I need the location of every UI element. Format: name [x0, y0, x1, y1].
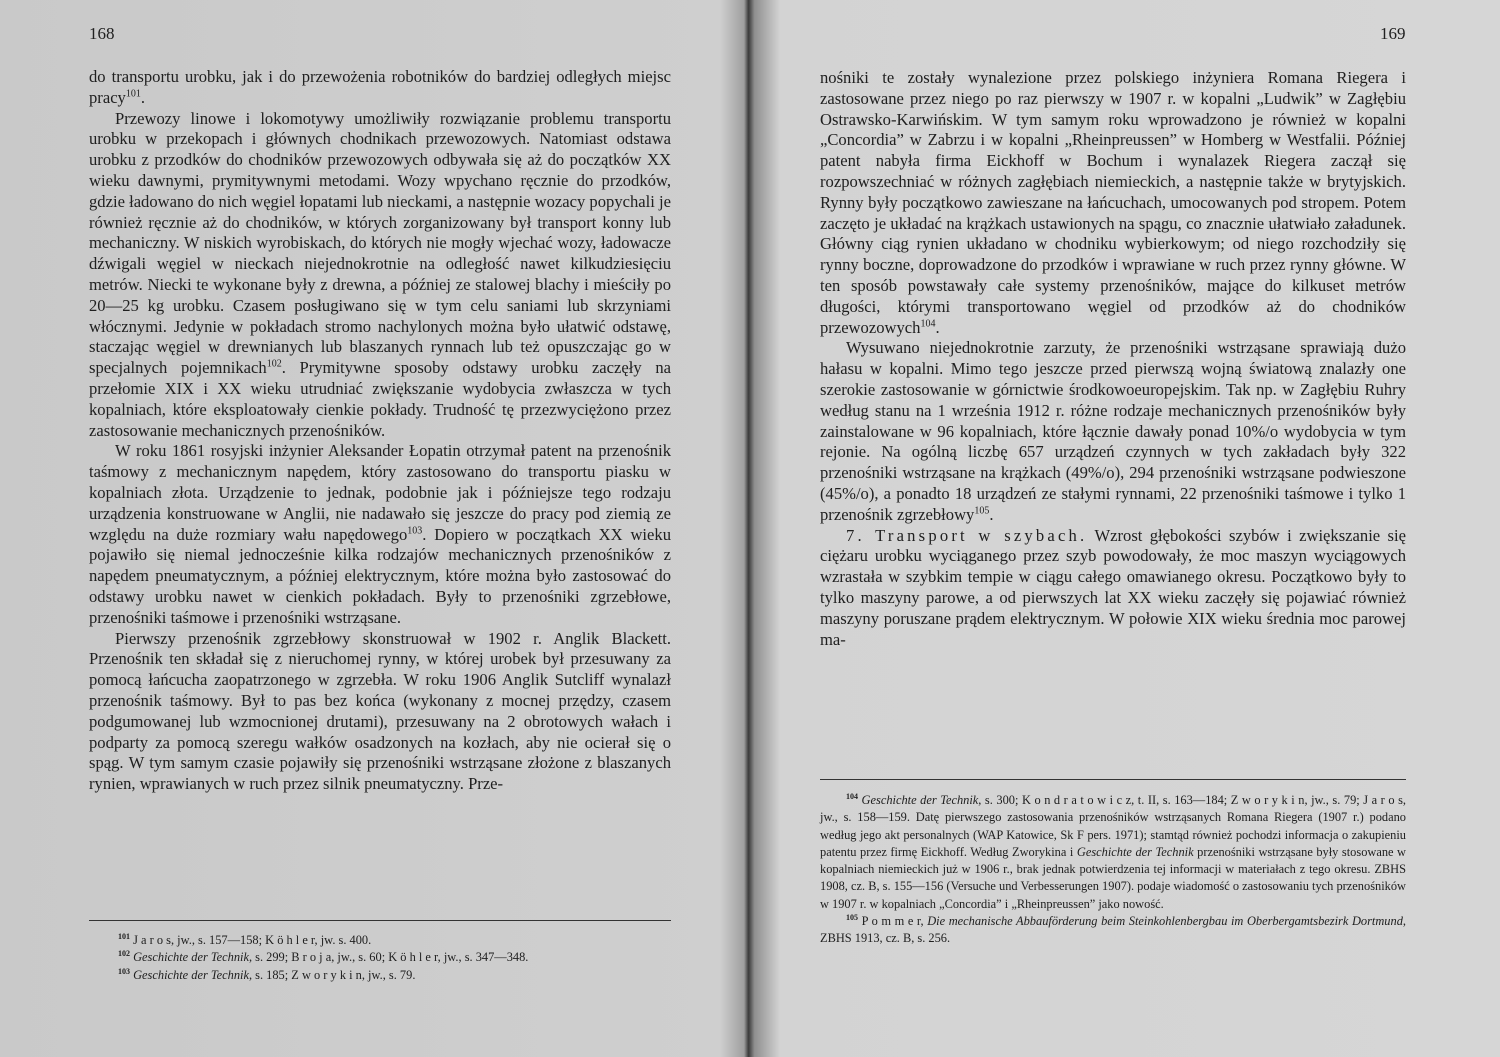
footnote: $^{104}$ Geschichte der Technik, s. 300; K o n d r a t o w i c z, t. II, s. 163—184; Z w o r y k i n, jw., s. 79; J a r o s, jw., s. 158—159. Datę pierwszego zastosowania przenośników wstrząsanych Romana Riegera (1907 r.) podano według jego akt personalnych (WAP Katowice, Sk F pers. 1971); stamtąd również pochodzi informacja o zakupieniu patentu przez firmę Eickhoff. Według Zworykina i Geschichte der Technik przenośniki wstrząsane były stosowane w kopalniach niemieckich już w 1906 r., brak jednak potwierdzenia tej informacji w materiałach z tego okresu. ZBHS 1908, cz. B, s. 155—156 (Versuche und Verbesserungen 1907). podaje wiadomość o zastosowaniu tych przenośników w 1907 r. w kopalniach „Concordia” i „Rheinpreussen” jako nowość.: [820, 791, 1407, 911]
paragraph: W roku 1861 rosyjski inżynier Aleksander Łopatin otrzymał patent na przenośnik taśmowy z mechanicznym napędem, który zastosowano do transportu piasku w kopalniach złota. Urządzenie to jednak, podobnie jak i późniejsze tego rodzaju urządzenia konstruowane w Anglii, nie nadawało się jeszcze do pracy pod ziemią ze względu na duże rozmiary wału napędowego$^{103}$. Dopiero w początkach XX wieku pojawiło się niemal jednocześnie kilka rodzajów mechanicznych przenośników z napędem pneumatycznym, a później elektrycznym, które można było zastosować do odstawy urobku nawet w cienkich pokładach. Były to przenośniki zgrzebłowe, przenośniki taśmowe i przenośniki wstrząsane.: [89, 441, 671, 627]
paragraph: Przewozy linowe i lokomotywy umożliwiły rozwiązanie problemu transportu urobku w przekopach i głównych chodnikach przewozowych. Natomiast odstawa urobku z przodków do chodników przewozowych odbywała się aż do początków XX wieku dawnymi, prymitywnymi metodami. Wozy wpychano ręcznie do przodków, gdzie ładowano do nich węgiel łopatami lub nieckami, a następnie wozacy popychali je również ręcznie aż do chodników, w których zorganizowany był transport konny lub mechaniczny. W niskich wyrobiskach, do których nie mogły wjechać wozy, ładowacze dźwigali węgiel w nieckach niejednokrotnie na odległość nawet kilkudziesięciu metrów. Niecki te wykonane były z drewna, a później ze stalowej blachy i mieściły po 20—25 kg urobku. Czasem posługiwano się w tym celu saniami lub skrzyniami włócznymi. Jedynie w pokładach stromo nachylonych można było ułatwić odstawę, staczając węgiel w drewnianych lub blaszanych rynnach lub też opuszczając go w specjalnych pojemnikach$^{102}$. Prymitywne sposoby odstawy urobku zaczęły na przełomie XIX i XX wieku utrudniać zwiększanie wydobycia zwłaszcza w tych kopalniach, które eksploatowały cienkie pokłady. Trudność tę przezwyciężono przez zastosowanie mechanicznych przenośników.: [89, 108, 671, 440]
page-number: 168: [89, 24, 115, 43]
paragraph: Wysuwano niejednokrotnie zarzuty, że przenośniki wstrząsane sprawiają dużo hałasu w kopalni. Mimo tego jeszcze przed pierwszą wojną światową znalazły one szerokie zastosowanie w górnictwie środkowoeuropejskim. Tak np. w Zagłębiu Ruhry według stanu na 1 września 1912 r. różne rodzaje mechanicznych przenośników były zainstalowane w 96 kopalniach, które łącznie dawały ponad 10%/o wydobycia w tym rejonie. Na ogólną liczbę 657 urządzeń czynnych w tych zakładach były 322 przenośniki wstrząsane na krążkach (49%/o), 294 przenośniki wstrząsane podwieszone (45%/o), a ponadto 18 urządzeń ze stałymi rynnami, 22 przenośniki taśmowe i tylko 1 przenośnik zgrzebłowy$^{105}$.: [820, 338, 1406, 524]
footnote: $^{105}$ P o m m e r, Die mechanische Abbauförderung beim Steinkohlenbergbau im Oberbergamtsbezirk Dortmund, ZBHS 1913, cz. B, s. 256.: [820, 912, 1406, 946]
footnote: $^{101}$ J a r o s, jw., s. 157—158; K ö h l e r, jw. s. 400.: [118, 931, 372, 947]
footnote: $^{102}$ Geschichte der Technik, s. 299; B r o j a, jw., s. 60; K ö h l e r, jw., s. 347—348.: [118, 949, 529, 965]
body-text: [89, 67, 671, 795]
paragraph: nośniki te zostały wynalezione przez polskiego inżyniera Romana Riegera i zastosowane przez niego po raz pierwszy w 1907 r. w kopalni „Ludwik” w Zagłębiu Ostrawsko-Karwińskim. W tym samym roku wprowadzono je również w kopalni „Concordia” w Zabrzu i w kopalni „Rheinpreussen” w Homberg w Westfalii. Później patent nabyła firma Eickhoff w Bochum i wynalazek Riegera zaczął się rozpowszechniać w różnych zagłębiach niemieckich, a następnie także w brytyjskich. Rynny były początkowo zawieszane na łańcuchach, umocowanych pod stropem. Potem zaczęto je układać na krążkach ustawionych na spągu, co znacznie ułatwiało załadunek. Główny ciąg rynien układano w chodniku wybierkowym; od niego rozchodziły się rynny boczne, doprowadzone do przodków i wprawiane w ruch przez rynny główne. W ten sposób powstawały całe systemy przenośników, mające do kilkuset metrów długości, którymi transportowano węgiel od przodków aż do chodników przewozowych$^{104}$.: [820, 68, 1406, 337]
left-page: [0, 0, 746, 1057]
page-number: 169: [1380, 24, 1406, 43]
footnotes: [118, 932, 671, 984]
section-text: Wzrost głębokości szybów i zwiększanie się ciężaru urobku wyciąganego przez szyb powodowały, że moc maszyn wyciągowych wzrastała w szybkim tempie w ciągu całego omawianego okresu. Początkowo były to tylko maszyny parowe, a od pierwszych lat XX wieku zaczęły się pojawiać również maszyny poruszane prądem elektrycznym. W połowie XIX wieku średnia moc parowej ma-: [820, 525, 1406, 649]
section-paragraph: [820, 526, 1406, 651]
footnote-divider: [820, 779, 1406, 780]
paragraph: Pierwszy przenośnik zgrzebłowy skonstruował w 1902 r. Anglik Blackett. Przenośnik ten składał się z nieruchomej rynny, w której urobek był przesuwany za pomocą łańcucha zaopatrzonego w zgrzebła. W roku 1906 Anglik Sutcliff wynalazł przenośnik taśmowy. Był to pas bez końca (wykonany z mocnej przędzy, czasem podgumowanej lub wzmocnionej drutami), przesuwany na 2 obrotowych wałach i podparty za pomocą szeregu wałków osadzonych na kozłach, aby nie ocierał się o spąg. W tym samym czasie pojawiły się przenośniki wstrząsane złożone z blaszanych rynien, wprawianych w ruch przez silnik pneumatyczny. Prze-: [89, 628, 671, 794]
footnote: $^{103}$ Geschichte der Technik, s. 185; Z w o r y k i n, jw., s. 79.: [118, 966, 416, 982]
paragraph: do transportu urobku, jak i do przewożenia robotników do bardziej odległych miejsc pracy$^{101}$.: [89, 67, 671, 107]
right-page: [754, 0, 1500, 1057]
footnote-divider: [89, 920, 671, 921]
footnotes: [820, 792, 1406, 948]
body-text: [820, 68, 1406, 650]
section-heading: 7. Transport w szybach.: [846, 525, 1088, 545]
